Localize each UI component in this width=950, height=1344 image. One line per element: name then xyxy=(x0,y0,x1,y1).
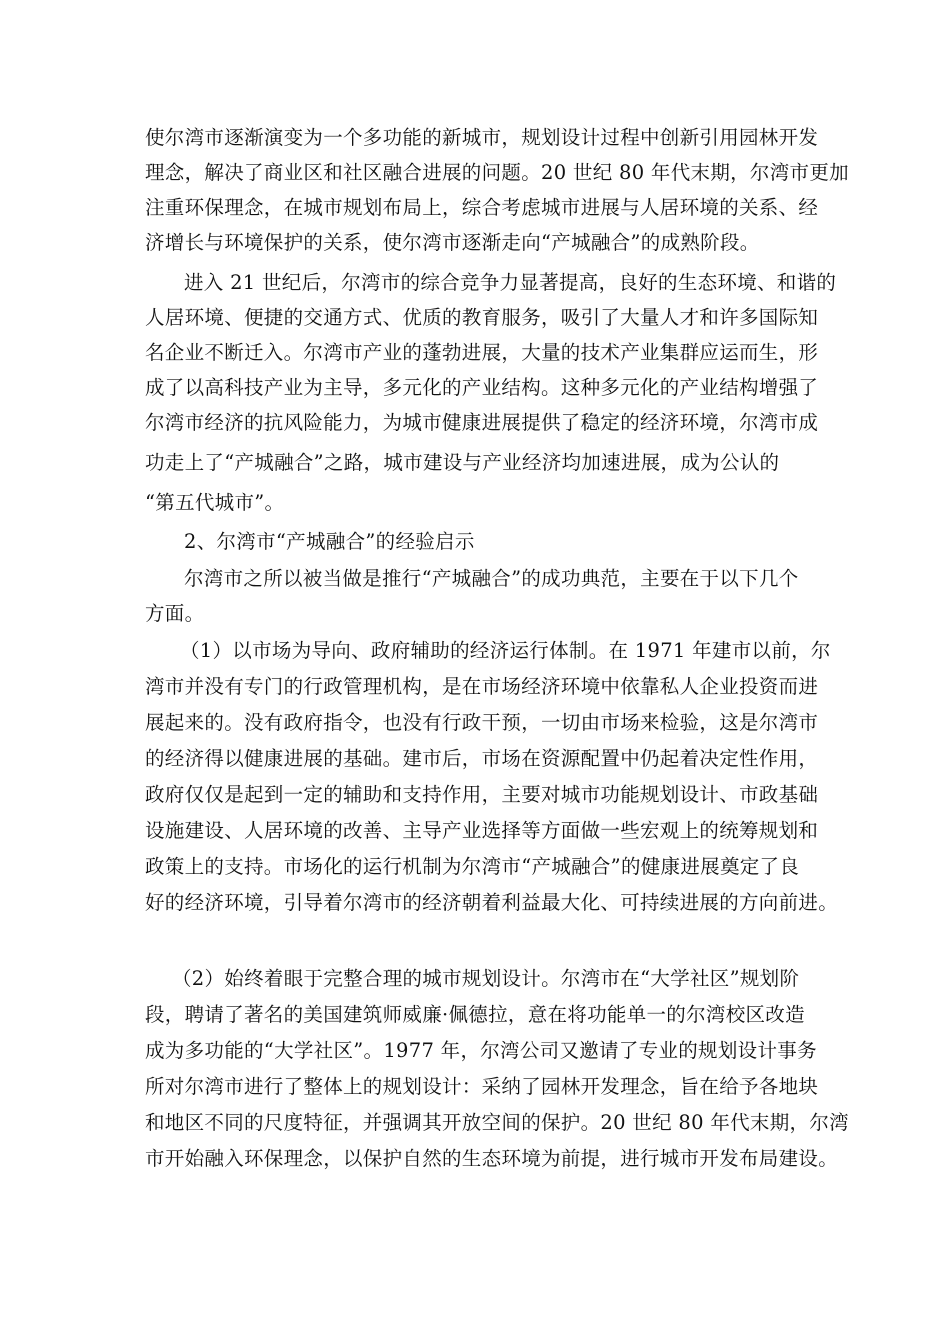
text-line: 所对尔湾市进行了整体上的规划设计：采纳了园林开发理念，旨在给予各地块 xyxy=(145,1075,819,1098)
text-line: 名企业不断迁入。尔湾市产业的蓬勃进展，大量的技术产业集群应运而生，形 xyxy=(145,341,819,364)
section-heading: 2、尔湾市“产城融合”的经验启示 xyxy=(184,530,475,553)
text-line: 政策上的支持。市场化的运行机制为尔湾市“产城融合”的健康进展奠定了良 xyxy=(145,855,800,878)
text-line: 尔湾市经济的抗风险能力，为城市健康进展提供了稳定的经济环境，尔湾市成 xyxy=(145,411,819,434)
text-line: 方面。 xyxy=(145,602,205,625)
text-line: 理念，解决了商业区和社区融合进展的问题。20 世纪 80 年代末期，尔湾市更加 xyxy=(145,161,849,184)
text-line: 的经济得以健康进展的基础。建市后，市场在资源配置中仍起着决定性作用， xyxy=(145,747,819,770)
text-line: 功走上了“产城融合”之路，城市建设与产业经济均加速进展，成为公认的 xyxy=(145,451,780,474)
text-line: 使尔湾市逐渐演变为一个多功能的新城市，规划设计过程中创新引用园林开发 xyxy=(145,126,819,149)
text-line: 济增长与环境保护的关系，使尔湾市逐渐走向“产城融合”的成熟阶段。 xyxy=(145,231,760,254)
text-line: 注重环保理念，在城市规划布局上，综合考虑城市进展与人居环境的关系、经 xyxy=(145,196,819,219)
text-line: 展起来的。没有政府指令，也没有行政干预，一切由市场来检验，这是尔湾市 xyxy=(145,711,819,734)
text-line: 进入 21 世纪后，尔湾市的综合竞争力显著提高，良好的生态环境、和谐的 xyxy=(184,271,837,294)
text-line: “第五代城市”。 xyxy=(145,491,285,514)
text-line: 政府仅仅是起到一定的辅助和支持作用，主要对城市功能规划设计、市政基础 xyxy=(145,783,819,806)
text-line: 设施建设、人居环境的改善、主导产业选择等方面做一些宏观上的统筹规划和 xyxy=(145,819,819,842)
text-line: 市开始融入环保理念，以保护自然的生态环境为前提，进行城市开发布局建设。 xyxy=(145,1147,839,1170)
text-line: 段，聘请了著名的美国建筑师威廉·佩德拉，意在将功能单一的尔湾校区改造 xyxy=(145,1003,805,1026)
text-line: 成了以高科技产业为主导，多元化的产业结构。这种多元化的产业结构增强了 xyxy=(145,376,819,399)
text-line: 和地区不同的尺度特征，并强调其开放空间的保护。20 世纪 80 年代末期，尔湾 xyxy=(145,1111,849,1134)
text-line: 尔湾市之所以被当做是推行“产城融合”的成功典范，主要在于以下几个 xyxy=(184,567,799,590)
text-line: 好的经济环境，引导着尔湾市的经济朝着利益最大化、可持续进展的方向前进。 xyxy=(145,891,839,914)
text-line: 成为多功能的“大学社区”。1977 年，尔湾公司又邀请了专业的规划设计事务 xyxy=(145,1039,817,1062)
text-line: 湾市并没有专门的行政管理机构，是在市场经济环境中依靠私人企业投资而进 xyxy=(145,675,819,698)
text-line: （1）以市场为导向、政府辅助的经济运行体制。在 1971 年建市以前，尔 xyxy=(180,639,831,662)
text-line: （2）始终着眼于完整合理的城市规划设计。尔湾市在“大学社区”规划阶 xyxy=(172,967,800,990)
text-line: 人居环境、便捷的交通方式、优质的教育服务，吸引了大量人才和许多国际知 xyxy=(145,306,819,329)
